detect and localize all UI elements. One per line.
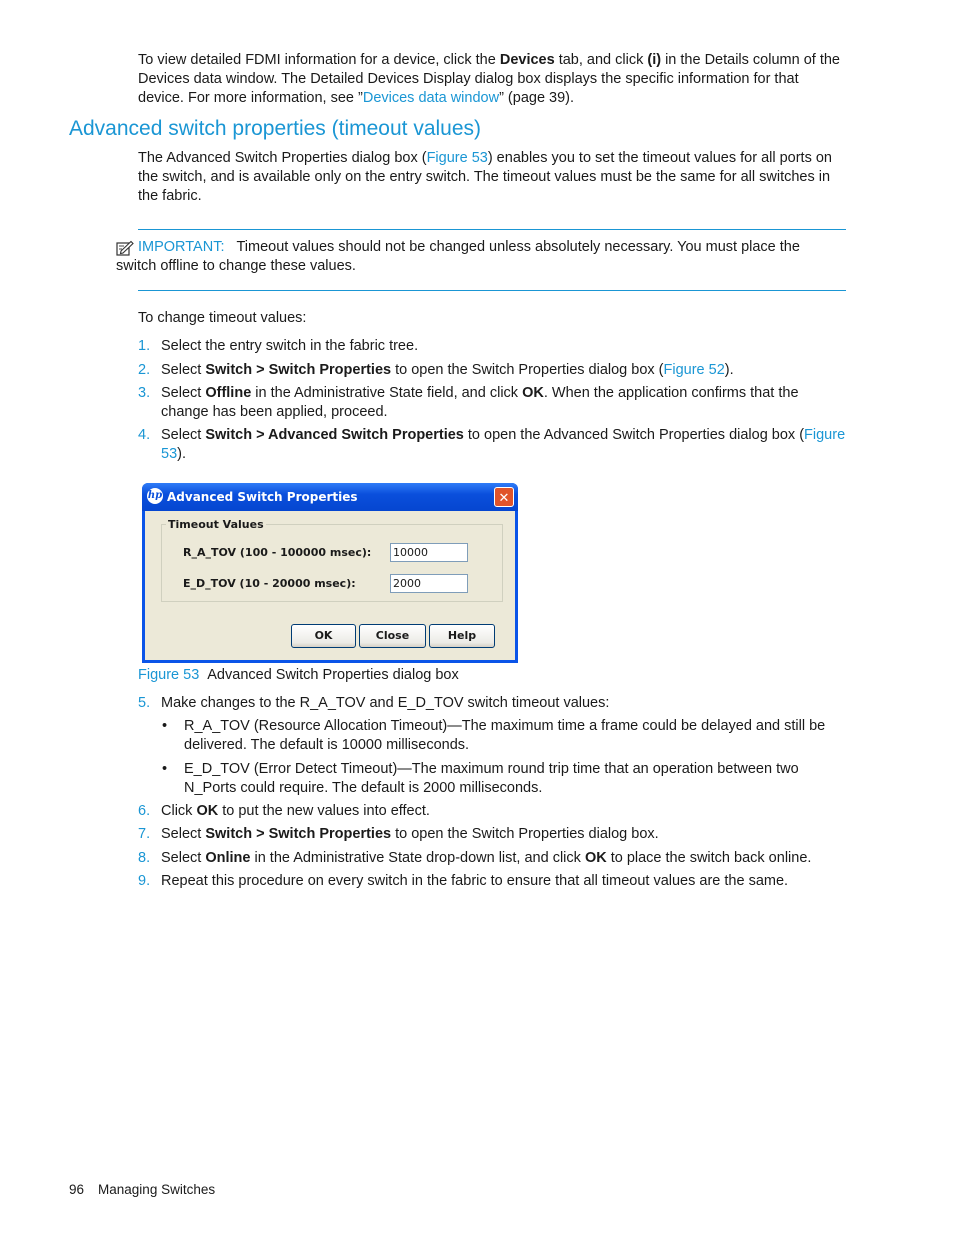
online-term: Online [205, 850, 251, 866]
step-item [138, 384, 846, 422]
caption-text: Advanced Switch Properties dialog box [207, 667, 459, 683]
step-text: ). [724, 362, 734, 378]
ratov-input[interactable]: 10000 [390, 543, 468, 562]
step-number: 9. [138, 873, 151, 889]
caption-figure-number: Figure 53 [138, 667, 200, 683]
step-item [138, 426, 846, 464]
important-bottom-rule [138, 290, 846, 291]
step-text: Select the entry switch in the fabric tree. [161, 338, 419, 354]
step-number: 8. [138, 850, 151, 866]
close-icon[interactable]: ✕ [494, 487, 514, 507]
bullet-text: E_D_TOV (Error Detect Timeout)—The maximum round trip time that an operation between two N_Ports could require. The default is 2000 milliseconds. [184, 761, 799, 796]
timeout-values-group [161, 518, 503, 602]
step-text: Click [161, 803, 197, 819]
menu-path: Switch > Switch Properties [205, 826, 392, 842]
step-text: Select [161, 850, 206, 866]
step-number: 3. [138, 385, 151, 401]
bullet-item [162, 760, 846, 798]
step-number: 7. [138, 826, 151, 842]
bullet-text: R_A_TOV (Resource Allocation Timeout)—The maximum time a frame could be delayed and still be delivered. The default is 10000 milliseconds. [184, 718, 826, 753]
ratov-label: R_A_TOV (100 - 100000 msec): [183, 546, 372, 559]
intro-text: tab, and click [554, 52, 648, 68]
info-term: (i) [647, 52, 662, 68]
step-item [138, 361, 846, 380]
step-text: to put the new values into effect. [218, 803, 430, 819]
intro-text: in the Details column of the Devices data window. The Detailed Devices Display dialog box displays the specific information for that device. For more information, see ” [138, 52, 840, 106]
figure-53-link[interactable]: Figure 53 [161, 427, 846, 462]
group-label: Timeout Values [168, 518, 264, 531]
devices-data-window-link[interactable]: Devices data window [362, 90, 500, 106]
step-text: Select [161, 427, 206, 443]
important-text: switch offline to change these values. [116, 258, 356, 274]
step-number: 2. [138, 362, 151, 378]
important-top-rule [138, 229, 846, 230]
page-footer [69, 1180, 215, 1199]
step-text: Select [161, 385, 206, 401]
intro-paragraph [138, 51, 846, 108]
step-item [138, 849, 846, 868]
ok-term: OK [196, 803, 219, 819]
section-heading: Advanced switch properties (timeout values) [69, 117, 482, 140]
figure-52-link[interactable]: Figure 52 [663, 362, 725, 378]
step-text: in the Administrative State field, and click [251, 385, 523, 401]
step-text: ). [177, 446, 186, 462]
step-item [138, 872, 846, 891]
step-number: 5. [138, 695, 151, 711]
important-text: Timeout values should not be changed unless absolutely necessary. You must place the [236, 239, 800, 255]
step-item [138, 337, 846, 356]
step-number: 6. [138, 803, 151, 819]
step-text: to open the Advanced Switch Properties dialog box ( [463, 427, 805, 443]
dialog-title: Advanced Switch Properties [167, 490, 358, 504]
step-text: to place the switch back online. [606, 850, 812, 866]
important-note-icon [116, 240, 134, 257]
important-label: IMPORTANT: [138, 239, 225, 255]
step-text: Select [161, 362, 206, 378]
advanced-switch-properties-dialog [142, 483, 518, 663]
edtov-label: E_D_TOV (10 - 20000 msec): [183, 577, 356, 590]
step-text: to open the Switch Properties dialog box ( [391, 362, 664, 378]
section-text: ) enables you to set the timeout values for all ports on the switch, and is available only on the entry switch. The timeout values must be the same for all switches in the fabric. [138, 150, 832, 204]
step-text: in the Administrative State drop-down list, and click [250, 850, 585, 866]
bullet-glyph: • [162, 718, 168, 734]
step-text: . When the application confirms that the change has been applied, proceed. [161, 385, 799, 420]
section-paragraph [138, 149, 846, 206]
devices-term: Devices [499, 52, 555, 68]
step-item [138, 802, 846, 821]
step-text: Select [161, 826, 206, 842]
menu-path: Switch > Advanced Switch Properties [205, 427, 464, 443]
page-number: 96 [69, 1182, 85, 1197]
step-item [138, 694, 846, 713]
step-item [138, 825, 846, 844]
step-text: to open the Switch Properties dialog box. [391, 826, 659, 842]
close-button[interactable]: Close [359, 624, 426, 648]
step-number: 1. [138, 338, 151, 354]
dialog-client [145, 511, 515, 660]
intro-text: To view detailed FDMI information for a device, click the [138, 52, 500, 68]
figure-caption [138, 666, 846, 685]
help-button[interactable]: Help [429, 624, 495, 648]
menu-path: Switch > Switch Properties [205, 362, 392, 378]
ok-button[interactable]: OK [291, 624, 356, 648]
figure-53-link[interactable]: Figure 53 [426, 150, 488, 166]
step-text: Make changes to the R_A_TOV and E_D_TOV switch timeout values: [161, 695, 610, 711]
dialog-titlebar[interactable] [142, 483, 518, 511]
important-note [116, 238, 846, 276]
intro-text: ” (page 39). [499, 90, 575, 106]
edtov-input[interactable]: 2000 [390, 574, 468, 593]
section-text: The Advanced Switch Properties dialog box ( [138, 150, 427, 166]
hp-logo-icon: hp [147, 488, 163, 504]
bullet-glyph: • [162, 761, 168, 777]
ok-term: OK [584, 850, 607, 866]
offline-term: Offline [205, 385, 252, 401]
step-number: 4. [138, 427, 151, 443]
step-text: Repeat this procedure on every switch in the fabric to ensure that all timeout values are the same. [161, 873, 789, 889]
bullet-item [162, 717, 846, 755]
footer-section: Managing Switches [98, 1182, 216, 1197]
lead-text: To change timeout values: [138, 310, 307, 326]
ok-term: OK [522, 385, 544, 401]
